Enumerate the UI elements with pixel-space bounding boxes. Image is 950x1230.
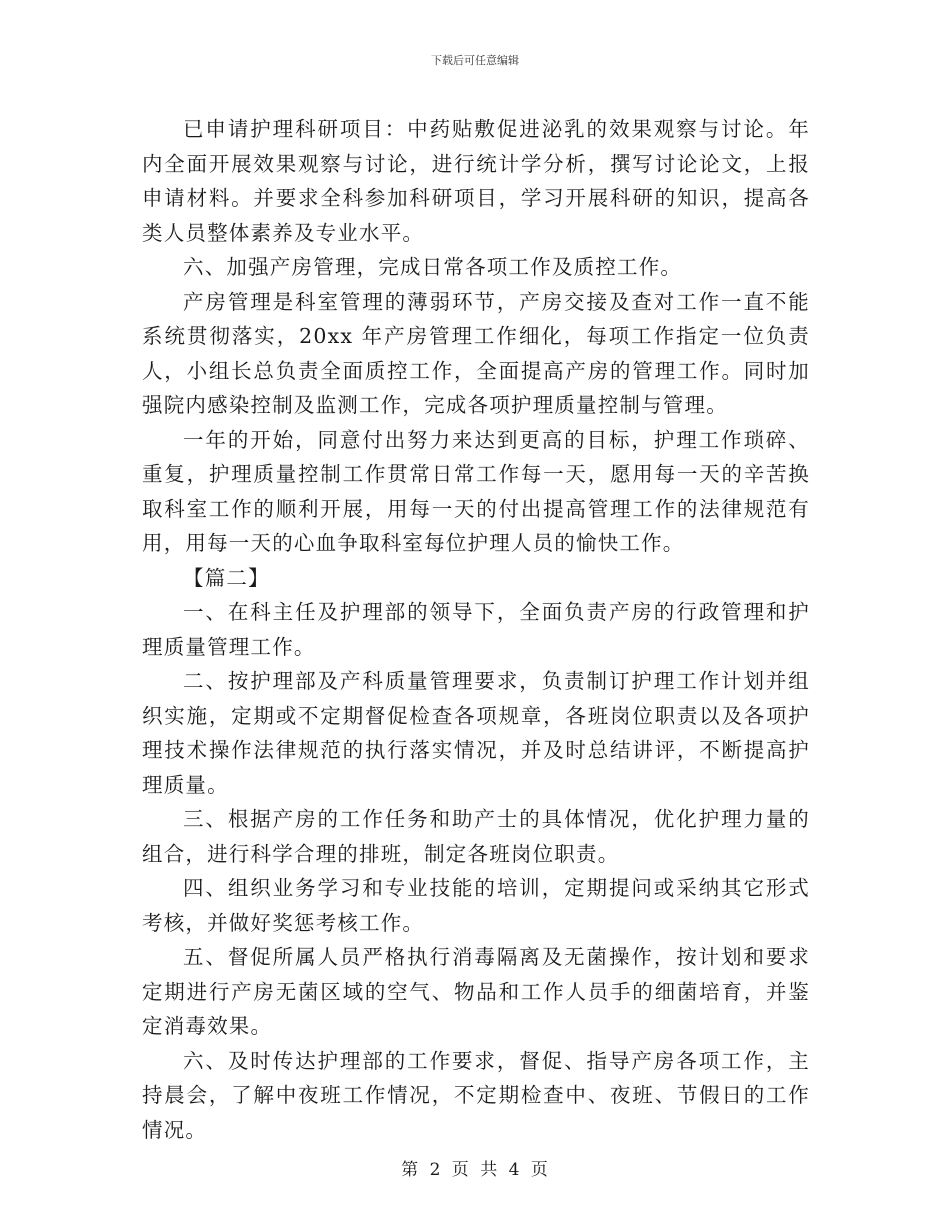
- footer-prefix: 第: [401, 1160, 420, 1180]
- paragraph: 五、督促所属人员严格执行消毒隔离及无菌操作，按计划和要求定期进行产房无菌区域的空气、物品和工作人员手的细菌培育，并鉴定消毒效果。: [142, 945, 810, 1038]
- paragraph: 三、根据产房的工作任务和助产士的具体情况，优化护理力量的组合，进行科学合理的排班，制定各班岗位职责。: [142, 807, 810, 866]
- paragraph: 一、在科主任及护理部的领导下，全面负责产房的行政管理和护理质量管理工作。: [142, 600, 810, 659]
- current-page-number: 2: [429, 1160, 442, 1180]
- paragraph: 产房管理是科室管理的薄弱环节，产房交接及查对工作一直不能系统贯彻落实，20xx 年产房管理工作细化，每项工作指定一位负责人，小组长总负责全面质控工作，全面提高产房的管理工作。同时加强院内感染控制及监测工作，完成各项护理质量控制与管理。: [142, 289, 810, 417]
- page-header: 下载后可任意编辑: [431, 54, 519, 67]
- footer-total-word: 共: [480, 1160, 499, 1180]
- paragraph: 已申请护理科研项目：中药贴敷促进泌乳的效果观察与讨论。年内全面开展效果观察与讨论，进行统计学分析，撰写讨论论文，上报申请材料。并要求全科参加科研项目，学习开展科研的知识，提高各类人员整体素养及专业水平。: [142, 117, 810, 245]
- paragraph: 六、及时传达护理部的工作要求，督促、指导产房各项工作，主持晨会，了解中夜班工作情况，不定期检查中、夜班、节假日的工作情况。: [142, 1048, 810, 1142]
- footer-suffix: 页: [530, 1160, 549, 1180]
- document-body: [142, 112, 810, 1147]
- footer-page-word: 页: [451, 1160, 470, 1180]
- paragraph: 二、按护理部及产科质量管理要求，负责制订护理工作计划并组织实施，定期或不定期督促检查各项规章，各班岗位职责以及各项护理技术操作法律规范的执行落实情况，并及时总结讲评，不断提高护理质量。: [142, 669, 810, 797]
- page-number-footer: [0, 1155, 950, 1180]
- paragraph: 一年的开始，同意付出努力来达到更高的目标，护理工作琐碎、重复，护理质量控制工作贯常日常工作每一天，愿用每一天的辛苦换取科室工作的顺利开展，用每一天的付出提高管理工作的法律规范有用，用每一天的心血争取科室每位护理人员的愉快工作。: [142, 427, 810, 555]
- paragraph: 四、组织业务学习和专业技能的培训，定期提问或采纳其它形式考核，并做好奖惩考核工作。: [142, 876, 810, 935]
- total-pages-number: 4: [508, 1160, 521, 1180]
- section-heading: 【篇二】: [183, 565, 270, 590]
- paragraph: 六、加强产房管理，完成日常各项工作及质控工作。: [183, 255, 683, 279]
